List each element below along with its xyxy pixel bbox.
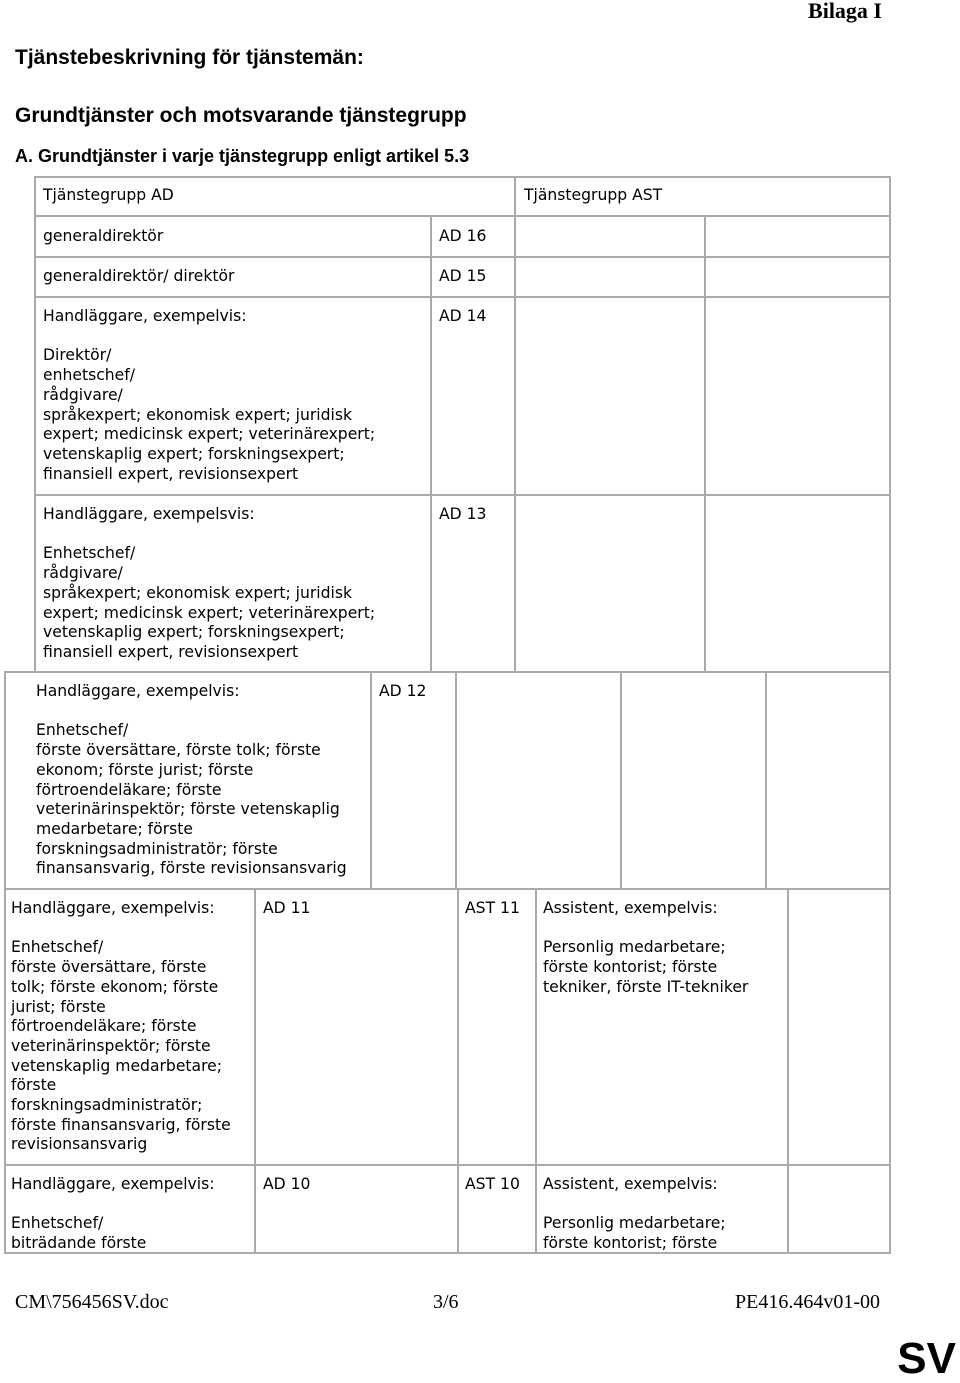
table-row-ad10-grade: AD 10 (263, 1175, 311, 1193)
footer-pe-reference: PE416.464v01-00 (735, 1291, 880, 1313)
language-code: SV (897, 1334, 956, 1383)
table-rule (455, 671, 457, 890)
table-rule (34, 176, 36, 673)
table-rule (4, 671, 891, 673)
table-rule (254, 888, 256, 1254)
table-rule (889, 888, 891, 1254)
table-row-ad11-description: Handläggare, exempelvis: Enhetschef/ förste översättare, förste tolk; förste ekonom; förste jurist; förste förtroendeläkare; förste veterinärinspektör; förste vetenskaplig medarbetare; förste forskningsadministratör; förste finansansvarig, förste revisionsansvarig (11, 899, 231, 1154)
table-row-ad13-grade: AD 13 (439, 505, 487, 523)
table-rule (704, 215, 706, 673)
table-rule (430, 215, 432, 673)
header-cell-ast: Tjänstegrupp AST (524, 186, 663, 204)
table-rule (514, 176, 516, 673)
table-rule (34, 256, 891, 258)
table-rule (4, 671, 6, 1254)
table-rule (34, 176, 891, 178)
table-rule (34, 296, 891, 298)
table-row-ad16-description: generaldirektör (43, 227, 164, 245)
table-rule (620, 671, 622, 890)
table-row-ast11-description: Assistent, exempelvis: Personlig medarbetare; förste kontorist; förste tekniker, förste IT-tekniker (543, 899, 749, 996)
table-rule (34, 215, 891, 217)
table-rule (4, 1164, 891, 1166)
footer-doc-reference: CM\756456SV.doc (15, 1291, 169, 1313)
section-heading: A. Grundtjänster i varje tjänstegrupp enligt artikel 5.3 (15, 146, 470, 166)
table-row-ad13-description: Handläggare, exempelsvis: Enhetschef/ rådgivare/ språkexpert; ekonomisk expert; juridisk expert; medicinsk expert; veterinärexpert; vetenskaplig expert; forskningsexpert; finansiell expert, revisionsexpert (43, 505, 376, 661)
table-row-ad16-grade: AD 16 (439, 227, 487, 245)
table-row-ad12-grade: AD 12 (379, 682, 427, 700)
table-rule (370, 671, 372, 890)
table-row-ad12-description: Handläggare, exempelvis: Enhetschef/ förste översättare, förste tolk; förste ekonom; förste jurist; förste förtroendeläkare; förste veterinärinspektör; förste vetenskaplig medarbetare; förste forskningsadministratör; förste finansansvarig, förste revisionsansvarig (36, 682, 347, 878)
table-row-ad14-grade: AD 14 (439, 307, 487, 325)
table-row-ad10-description: Handläggare, exempelvis: Enhetschef/ biträdande förste (11, 1175, 215, 1253)
table-row-ad15-grade: AD 15 (439, 267, 487, 285)
annex-label: Bilaga I (808, 0, 882, 23)
table-row-ast11-grade: AST 11 (465, 899, 520, 917)
table-rule (889, 176, 891, 888)
document-title: Tjänstebeskrivning för tjänstemän: (15, 46, 364, 69)
table-rule (4, 888, 891, 890)
header-cell-ad: Tjänstegrupp AD (43, 186, 174, 204)
table-rule (535, 888, 537, 1254)
footer-page-number: 3/6 (433, 1291, 459, 1313)
table-row-ad11-grade: AD 11 (263, 899, 311, 917)
document-subtitle: Grundtjänster och motsvarande tjänstegrupp (15, 104, 467, 127)
table-rule (765, 671, 767, 890)
table-row-ad14-description: Handläggare, exempelvis: Direktör/ enhetschef/ rådgivare/ språkexpert; ekonomisk expert; juridisk expert; medicinsk expert; veterinärexpert; vetenskaplig expert; forskningsexpert; finansiell expert, revisionsexpert (43, 307, 376, 483)
table-rule (34, 494, 891, 496)
table-row-ast10-description: Assistent, exempelvis: Personlig medarbetare; förste kontorist; förste (543, 1175, 726, 1253)
table-row-ad15-description: generaldirektör/ direktör (43, 267, 235, 285)
table-rule (787, 888, 789, 1254)
table-row-ast10-grade: AST 10 (465, 1175, 520, 1193)
table-rule (457, 888, 459, 1254)
